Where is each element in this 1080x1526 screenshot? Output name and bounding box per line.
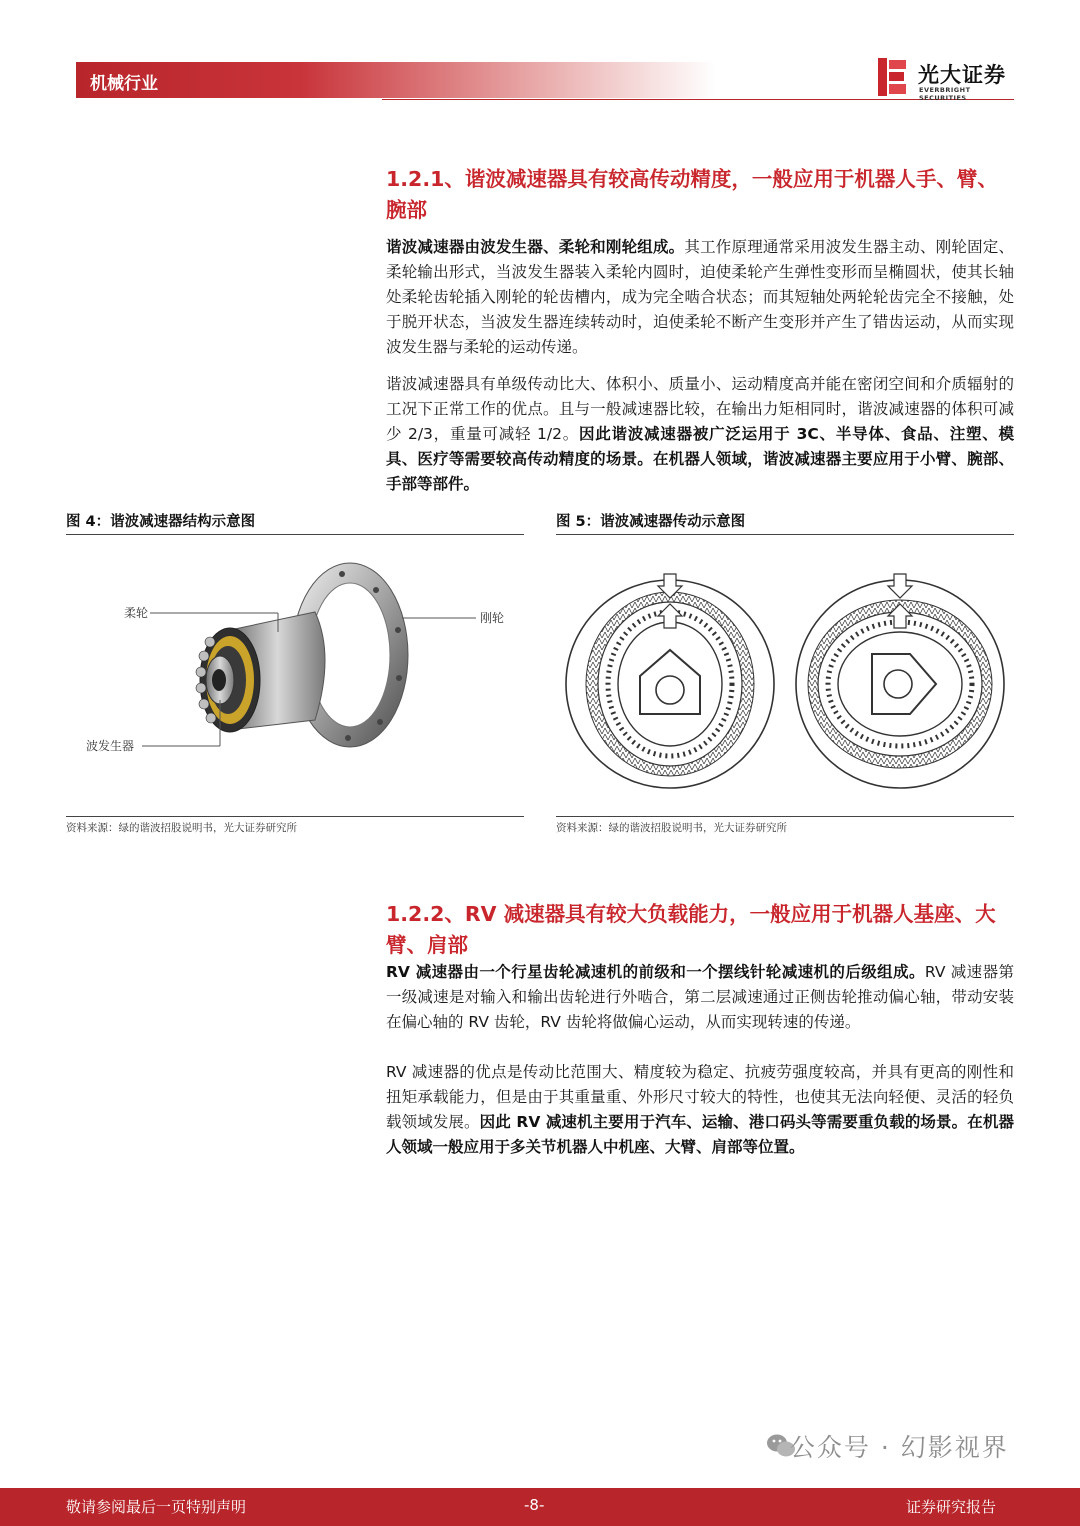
figure-4-bottom-rule (66, 816, 524, 817)
watermark-text (770, 1428, 1009, 1464)
watermark-label: 公众号 · 幻影视界 (789, 1433, 1009, 1462)
diagram-right-state (796, 574, 1004, 788)
header-section-bar (76, 62, 716, 98)
label-flexspline: 柔轮 (124, 606, 149, 620)
label-circular-spline: 刚轮 (480, 611, 505, 625)
paragraph-body: 谐波减速器具有单级传动比大、体积小、质量小、运动精度高并能在密闭空间和介质辐射的工况下正常工作的优点。且与一般减速器比较，在输出力矩相同时，谐波减速器的体积可减少 2/3，重量可减轻 1/2。 (386, 375, 1014, 443)
heading-line: 腕部 (386, 198, 427, 222)
paragraph-rv-advantages (386, 1060, 1014, 1160)
figure-5-bottom-rule (556, 816, 1014, 817)
figure-4-source: 资料来源：绿的谐波招股说明书，光大证券研究所 (66, 822, 297, 834)
paragraph-body: RV 减速器的优点是传动比范围大、精度较为稳定、抗疲劳强度较高，并具有更高的刚性和扭矩承载能力，但是由于其重量重、外形尺寸较大的特性，也使其无法向轻便、灵活的轻负载领域发展。 (386, 1063, 1014, 1131)
footer-disclaimer-link[interactable]: 敬请参阅最后一页特别声明 (66, 1498, 247, 1516)
paragraph-harmonic-advantages (386, 372, 1014, 497)
footer-report-type: 证券研究报告 (906, 1498, 997, 1516)
logo-chinese-name: 光大证券 (918, 63, 1006, 87)
heading-line: 1.2.2、RV 减速器具有较大负载能力，一般应用于机器人基座、大 (386, 902, 996, 926)
footer-page-number: -8- (524, 1496, 545, 1514)
harmonic-reducer-motion-diagram (560, 566, 1016, 802)
figure-5-title: 图 5：谐波减速器传动示意图 (556, 514, 746, 530)
heading-line: 1.2.1、谐波减速器具有较高传动精度，一般应用于机器人手、臂、 (386, 167, 998, 191)
paragraph-body: RV 减速器第一级减速是对输入和输出齿轮进行外啮合，第二层减速通过正侧齿轮推动偏心轴，带动安装在偏心轴的 RV 齿轮，RV 齿轮将做偏心运动，从而实现转速的传递。 (386, 963, 1014, 1031)
harmonic-reducer-structure-image (80, 560, 520, 790)
company-logo (878, 58, 1018, 102)
paragraph-rv-structure (386, 960, 1014, 1035)
paragraph-conclusion-bold: 因此 RV 减速机主要用于汽车、运输、港口码头等需要重负载的场景。在机器人领域一般应用于多关节机器人中机座、大臂、肩部等位置。 (386, 1113, 1014, 1156)
paragraph-lead-bold: RV 减速器由一个行星齿轮减速机的前级和一个摆线针轮减速机的后级组成。 (386, 963, 925, 981)
paragraph-body: 其工作原理通常采用波发生器主动、刚轮固定、柔轮输出形式，当波发生器装入柔轮内圆时，迫使柔轮产生弹性变形而呈椭圆状，使其长轴处柔轮齿轮插入刚轮的轮齿槽内，成为完全啮合状态；而其短轴处两轮轮齿完全不接触，处于脱开状态，当波发生器连续转动时，迫使柔轮不断产生变形并产生了错齿运动，从而实现波发生器与柔轮的运动传递。 (386, 238, 1014, 356)
figure-4-title: 图 4：谐波减速器结构示意图 (66, 514, 256, 530)
section-heading-1-2-1 (386, 164, 1026, 226)
header-section-label: 机械行业 (90, 74, 158, 94)
figure-5-source: 资料来源：绿的谐波招股说明书，光大证券研究所 (556, 822, 787, 834)
paragraph-harmonic-structure (386, 235, 1014, 360)
section-heading-1-2-2 (386, 899, 1026, 961)
label-wave-generator: 波发生器 (86, 739, 135, 753)
figure-5-top-rule (556, 534, 1014, 535)
paragraph-lead-bold: 谐波减速器由波发生器、柔轮和刚轮组成。 (386, 238, 685, 256)
paragraph-conclusion-bold: 因此谐波减速器被广泛运用于 3C、半导体、食品、注塑、模具、医疗等需要较高传动精度的场景。在机器人领域，谐波减速器主要应用于小臂、腕部、手部等部件。 (386, 425, 1014, 493)
diagram-left-state (566, 574, 774, 788)
figure-4-top-rule (66, 534, 524, 535)
heading-line: 臂、肩部 (386, 933, 468, 957)
logo-mark-icon (878, 58, 908, 96)
logo-english-name: EVERBRIGHT SECURITIES (919, 86, 971, 102)
